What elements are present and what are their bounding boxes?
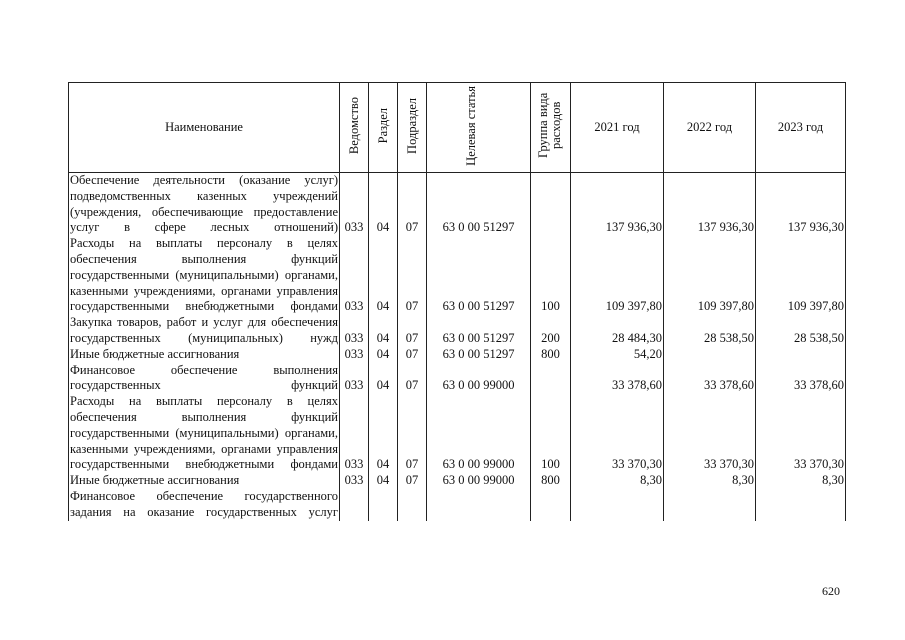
row-2022: 28 538,50 [664,315,756,347]
row-2022: 109 397,80 [664,236,756,315]
row-gruppa [531,363,571,395]
row-razdel: 04 [369,173,398,237]
table-row [69,315,846,347]
row-vedomstvo: 033 [340,347,369,363]
budget-table [68,82,846,521]
row-celevaya: 63 0 00 99000 [427,394,531,473]
row-razdel: 04 [369,394,398,473]
row-2023: 28 538,50 [756,315,846,347]
header-year-2023: 2023 год [756,83,846,173]
row-gruppa: 800 [531,473,571,489]
row-podrazdel: 07 [398,394,427,473]
row-razdel: 04 [369,347,398,363]
row-celevaya: 63 0 00 51297 [427,173,531,237]
row-2023 [756,347,846,363]
row-2022: 137 936,30 [664,173,756,237]
row-celevaya: 63 0 00 51297 [427,315,531,347]
row-vedomstvo: 033 [340,363,369,395]
table-row [69,489,846,521]
table-row [69,394,846,473]
row-2022: 33 378,60 [664,363,756,395]
row-2021: 137 936,30 [571,173,664,237]
row-vedomstvo: 033 [340,315,369,347]
row-podrazdel: 07 [398,347,427,363]
row-2023: 33 370,30 [756,394,846,473]
row-vedomstvo: 033 [340,473,369,489]
page-number: 620 [822,584,840,598]
table-row [69,473,846,489]
row-2021: 8,30 [571,473,664,489]
header-row [69,83,846,173]
row-razdel: 04 [369,473,398,489]
row-podrazdel: 07 [398,236,427,315]
row-vedomstvo [340,489,369,521]
row-podrazdel: 07 [398,315,427,347]
row-2022 [664,347,756,363]
row-gruppa: 200 [531,315,571,347]
row-name: Финансовое обеспечение выполнения государственных функций [70,362,338,393]
row-name: Иные бюджетные ассигнования [69,347,340,363]
row-2021: 54,20 [571,347,664,363]
row-2021: 33 378,60 [571,363,664,395]
row-2021 [571,489,664,521]
header-year-2021: 2021 год [571,83,664,173]
row-podrazdel: 07 [398,473,427,489]
row-2022 [664,489,756,521]
header-gruppa-vida-rashodov: Группа вида расходов [531,83,571,173]
table-row [69,236,846,315]
table-row [69,173,846,237]
row-name: Иные бюджетные ассигнования [69,473,340,489]
row-gruppa [531,489,571,521]
row-razdel: 04 [369,363,398,395]
row-celevaya: 63 0 00 51297 [427,347,531,363]
row-2021: 109 397,80 [571,236,664,315]
row-name: Расходы на выплаты персоналу в целях обеспечения выполнения функций государственными (муниципальными) органами, казенными учреждениями, органами управления государственными внебюджетными фондами [70,394,338,472]
row-razdel: 04 [369,236,398,315]
row-2022: 8,30 [664,473,756,489]
row-celevaya: 63 0 00 51297 [427,236,531,315]
header-year-2022: 2022 год [664,83,756,173]
header-podrazdel: Подраздел [398,83,427,173]
row-celevaya: 63 0 00 99000 [427,363,531,395]
row-vedomstvo: 033 [340,394,369,473]
row-2023 [756,489,846,521]
row-celevaya [427,489,531,521]
row-gruppa [531,173,571,237]
header-celevaya-statya: Целевая статья [427,83,531,173]
header-razdel: Раздел [369,83,398,173]
row-name: Обеспечение деятельности (оказание услуг) подведомственных казенных учреждений (учреждения, обеспечивающие предоставление услуг в сфере лесных отношений) [70,173,338,235]
row-gruppa: 100 [531,236,571,315]
row-2023: 137 936,30 [756,173,846,237]
table-row [69,363,846,395]
row-podrazdel: 07 [398,363,427,395]
row-2021: 33 370,30 [571,394,664,473]
row-gruppa: 800 [531,347,571,363]
row-vedomstvo: 033 [340,236,369,315]
table-row [69,347,846,363]
row-name: Закупка товаров, работ и услуг для обеспечения государственных (муниципальных) нужд [70,315,338,345]
row-2023: 33 378,60 [756,363,846,395]
header-name: Наименование [69,83,340,173]
row-name: Расходы на выплаты персоналу в целях обеспечения выполнения функций государственными (муниципальными) органами, казенными учреждениями, органами управления государственными внебюджетными фондами [70,236,338,314]
row-podrazdel: 07 [398,173,427,237]
row-razdel [369,489,398,521]
row-name: Финансовое обеспечение государственного задания на оказание государственных услуг [70,488,338,519]
header-vedomstvo: Ведомство [340,83,369,173]
row-podrazdel [398,489,427,521]
row-vedomstvo: 033 [340,173,369,237]
row-gruppa: 100 [531,394,571,473]
row-2022: 33 370,30 [664,394,756,473]
row-2023: 8,30 [756,473,846,489]
row-celevaya: 63 0 00 99000 [427,473,531,489]
row-razdel: 04 [369,315,398,347]
row-2023: 109 397,80 [756,236,846,315]
row-2021: 28 484,30 [571,315,664,347]
